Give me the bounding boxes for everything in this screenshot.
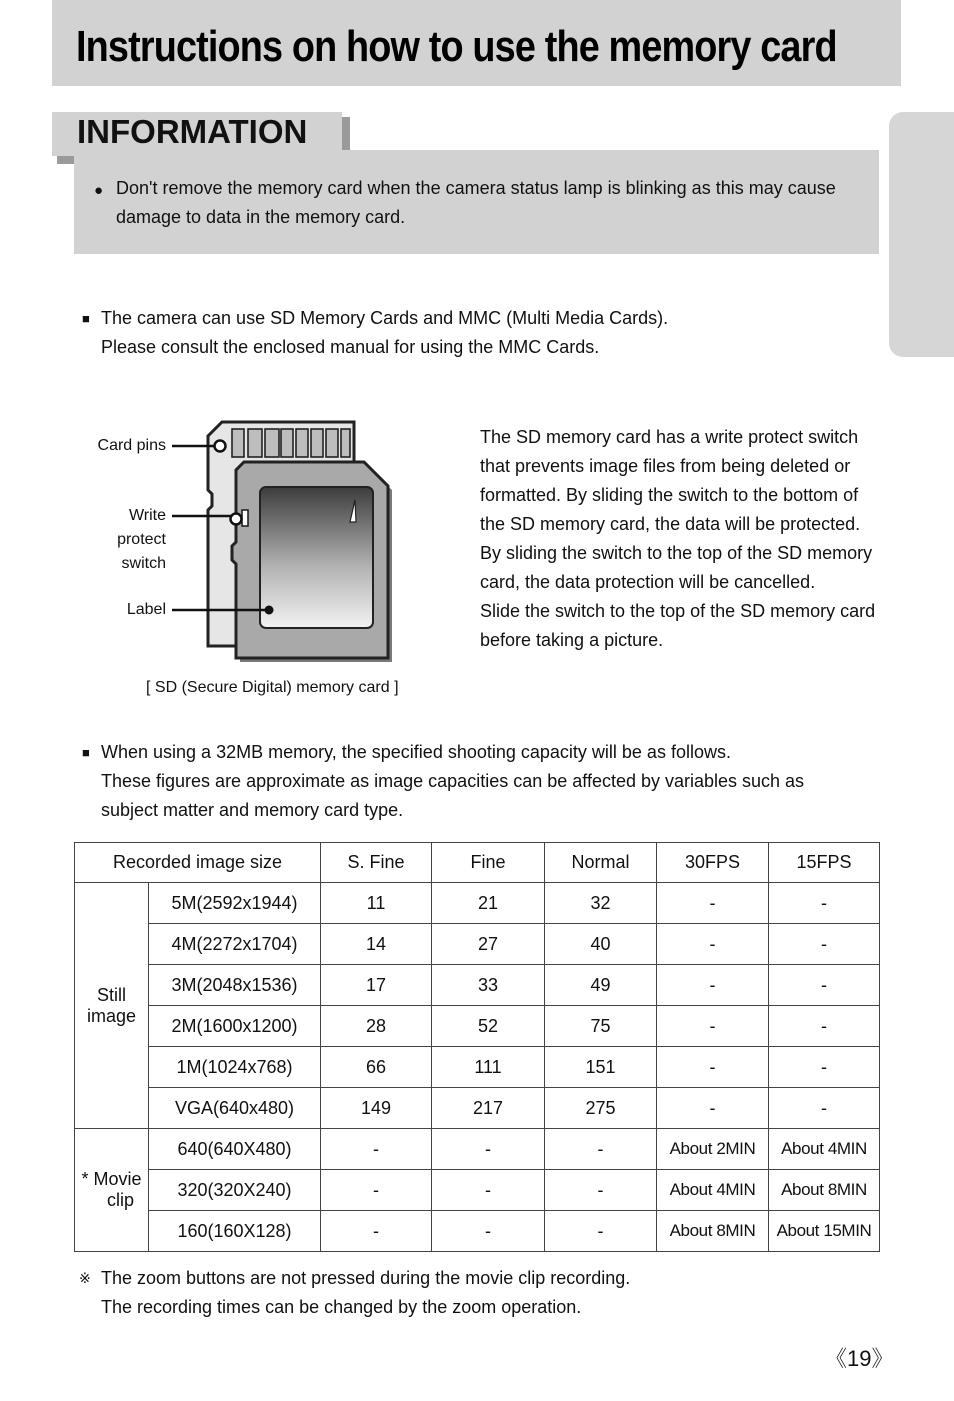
table-cell: 640(640X480) [149, 1129, 321, 1170]
table-cell: - [657, 883, 769, 924]
table-cell: 28 [321, 1006, 432, 1047]
table-cell: 21 [432, 883, 545, 924]
table-cell: - [432, 1211, 545, 1252]
table-cell: - [321, 1211, 432, 1252]
table-cell: 320(320X240) [149, 1170, 321, 1211]
table-cell: 27 [432, 924, 545, 965]
reference-mark-icon: ※ [79, 1270, 91, 1286]
table-cell: - [657, 1088, 769, 1129]
table-cell: - [769, 1047, 880, 1088]
callout-label: Label [126, 601, 166, 618]
table-cell: About 4MIN [769, 1129, 880, 1170]
table-cell: 2M(1600x1200) [149, 1006, 321, 1047]
table-cell: 275 [545, 1088, 657, 1129]
table-cell: - [769, 883, 880, 924]
table-cell: - [769, 1006, 880, 1047]
table-cell: About 8MIN [657, 1211, 769, 1252]
intro-line-1: The camera can use SD Memory Cards and MMC (Multi Media Cards). [101, 308, 669, 328]
table-cell: - [769, 924, 880, 965]
intro-line-2: Please consult the enclosed manual for using the MMC Cards. [101, 337, 600, 357]
table-cell: About 4MIN [657, 1170, 769, 1211]
table-cell: - [432, 1129, 545, 1170]
footnote-line-1: The zoom buttons are not pressed during the movie clip recording. [101, 1268, 631, 1288]
table-row [75, 883, 880, 924]
table-header-cell: Fine [432, 843, 545, 883]
bullet-square-icon: ■ [82, 745, 90, 760]
side-tab [889, 112, 954, 357]
bullet-square-icon: ■ [82, 311, 90, 326]
table-row [75, 965, 880, 1006]
group-label-line-1: * Movie [81, 1169, 142, 1189]
sd-card-label-area [260, 487, 373, 628]
table-cell: 151 [545, 1047, 657, 1088]
group-label-movie-clip [75, 1129, 149, 1252]
table-row [75, 1211, 880, 1252]
table-header-cell: 15FPS [769, 843, 880, 883]
table-cell: - [657, 924, 769, 965]
callout-write-protect-line-1: Write [128, 507, 166, 524]
table-cell: 217 [432, 1088, 545, 1129]
table-cell: About 15MIN [769, 1211, 880, 1252]
page-number: 《19》 [825, 1346, 894, 1371]
table-cell: 160(160X128) [149, 1211, 321, 1252]
table-row [75, 1088, 880, 1129]
table-cell: VGA(640x480) [149, 1088, 321, 1129]
callout-write-protect [60, 504, 166, 576]
table-cell: 149 [321, 1088, 432, 1129]
table-row [75, 924, 880, 965]
card-pins-icon [232, 429, 350, 457]
footnote [79, 1264, 631, 1322]
table-cell: 14 [321, 924, 432, 965]
table-cell: 3M(2048x1536) [149, 965, 321, 1006]
table-cell: - [321, 1129, 432, 1170]
group-label-still-image [75, 883, 149, 1129]
table-cell: - [657, 1047, 769, 1088]
table-cell: - [769, 965, 880, 1006]
footnote-line-2: The recording times can be changed by the zoom operation. [101, 1297, 582, 1317]
table-cell: - [545, 1170, 657, 1211]
table-cell: 75 [545, 1006, 657, 1047]
table-cell: 33 [432, 965, 545, 1006]
table-cell: 66 [321, 1047, 432, 1088]
sd-card-diagram [160, 414, 400, 670]
table-row [75, 1129, 880, 1170]
table-cell: 5M(2592x1944) [149, 883, 321, 924]
table-row [75, 1047, 880, 1088]
table-header-cell: Recorded image size [75, 843, 321, 883]
table-row [75, 1170, 880, 1211]
table-cell: 1M(1024x768) [149, 1047, 321, 1088]
page-title: Instructions on how to use the memory card [76, 22, 837, 71]
table-cell: 52 [432, 1006, 545, 1047]
sd-description-p2: Slide the switch to the top of the SD memory card before taking a picture. [480, 601, 876, 650]
table-cell: 49 [545, 965, 657, 1006]
callout-card-pins: Card pins [97, 437, 166, 454]
table-header-cell: 30FPS [657, 843, 769, 883]
sd-description [480, 423, 880, 655]
write-protect-switch-icon [242, 510, 248, 526]
information-box [74, 150, 879, 254]
table-cell: 17 [321, 965, 432, 1006]
bullet-circle-icon: ● [94, 182, 104, 199]
table-cell: About 2MIN [657, 1129, 769, 1170]
table-cell: - [769, 1088, 880, 1129]
table-cell: 40 [545, 924, 657, 965]
callout-write-protect-line-2: protect [117, 531, 166, 548]
table-cell: - [657, 965, 769, 1006]
sd-description-p1: The SD memory card has a write protect switch that prevents image files from being deleted or formatted. By sliding the switch to the bottom of the SD memory card, the data will be protected. By sliding the switch to the top of the SD memory card, the data protection will be cancelled. [480, 427, 873, 592]
table-cell: - [432, 1170, 545, 1211]
table-cell: 11 [321, 883, 432, 924]
table-header-cell: S. Fine [321, 843, 432, 883]
information-text: Don't remove the memory card when the camera status lamp is blinking as this may cause damage to data in the memory card. [116, 178, 836, 227]
diagram-caption: [ SD (Secure Digital) memory card ] [146, 679, 399, 696]
table-row [75, 1006, 880, 1047]
table-header-row [75, 843, 880, 883]
intro-paragraph [82, 304, 669, 362]
capacity-intro-line-1: When using a 32MB memory, the specified shooting capacity will be as follows. [101, 742, 731, 762]
table-header-cell: Normal [545, 843, 657, 883]
callout-write-protect-line-3: switch [121, 555, 166, 572]
capacity-intro-line-2: These figures are approximate as image capacities can be affected by variables such as [101, 771, 805, 791]
table-cell: 111 [432, 1047, 545, 1088]
table-cell: About 8MIN [769, 1170, 880, 1211]
table-cell: - [657, 1006, 769, 1047]
table-cell: 4M(2272x1704) [149, 924, 321, 965]
table-cell: - [321, 1170, 432, 1211]
information-label-text: INFORMATION [77, 113, 308, 150]
capacity-intro-line-3: subject matter and memory card type. [101, 800, 404, 820]
information-text-wrap [94, 174, 846, 232]
capacity-table [74, 842, 880, 1252]
group-label-line-2: image [86, 1005, 137, 1026]
table-cell: 32 [545, 883, 657, 924]
group-label-line-1: Still [96, 984, 126, 1005]
capacity-intro [82, 738, 805, 825]
group-label-line-2: clip [106, 1190, 134, 1210]
table-cell: - [545, 1129, 657, 1170]
table-cell: - [545, 1211, 657, 1252]
